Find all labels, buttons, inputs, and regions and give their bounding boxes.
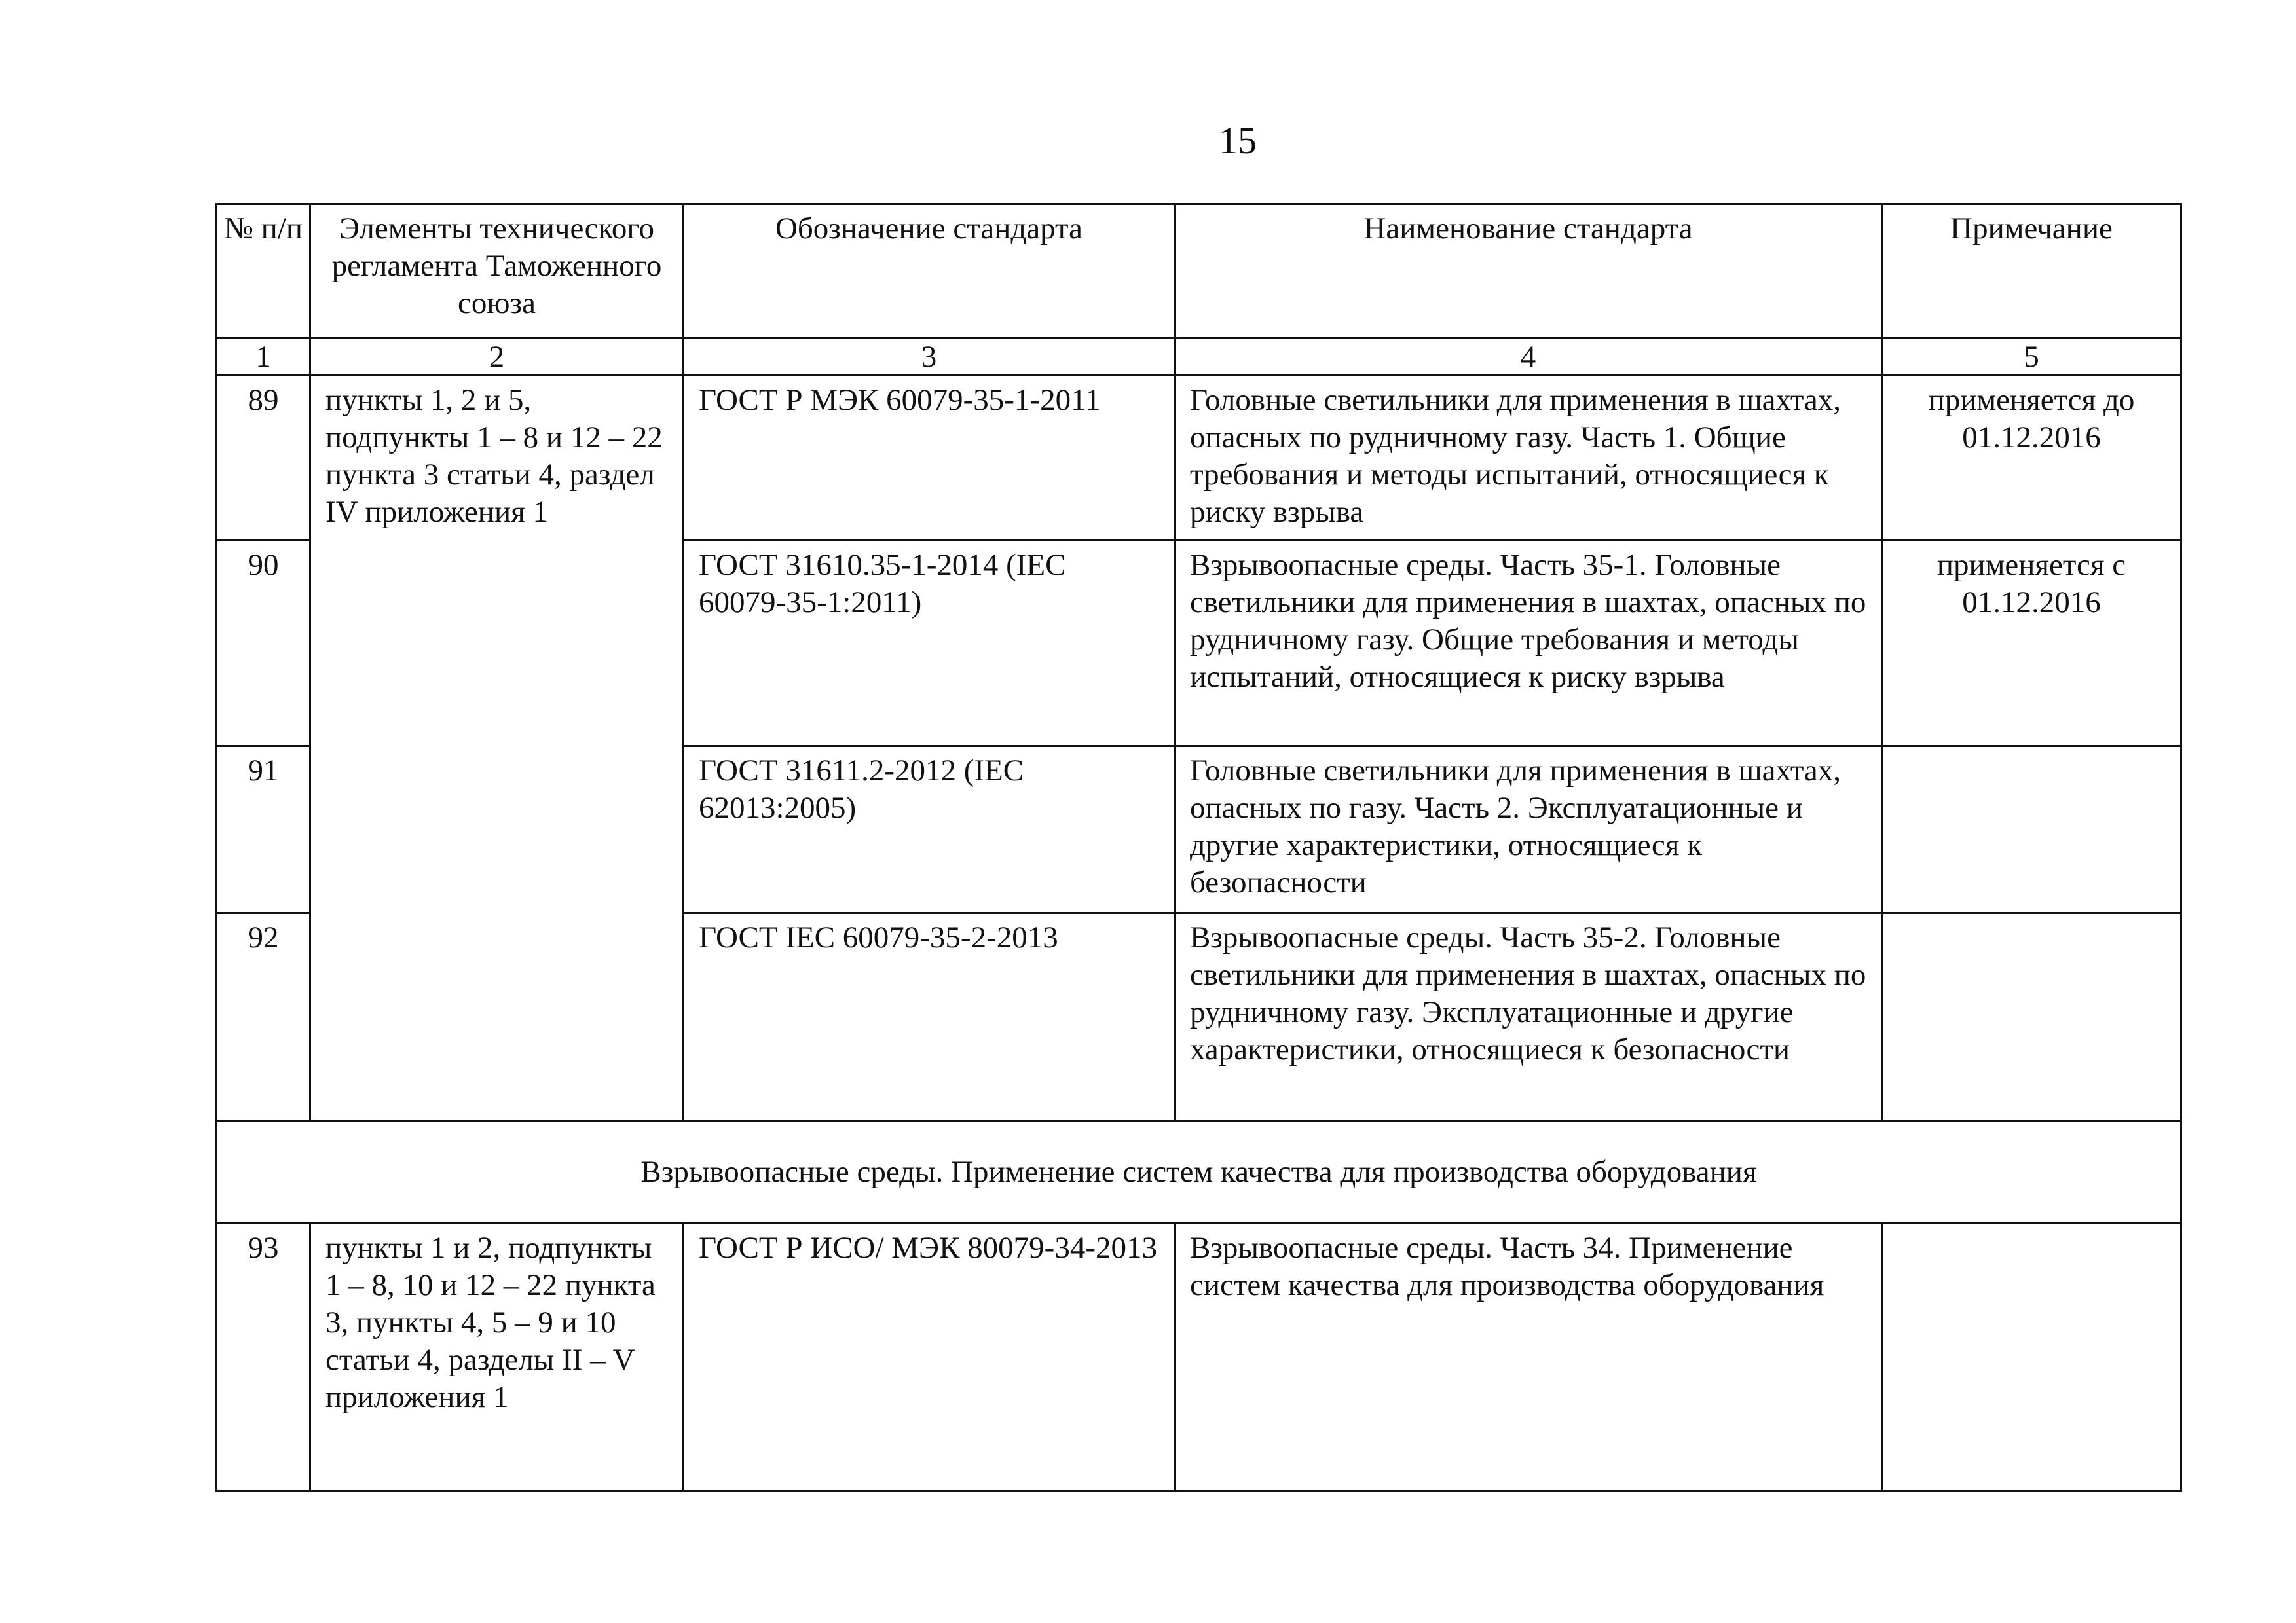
row-num: 90 [217,541,310,746]
row-name: Взрывоопасные среды. Часть 34. Применение систем качества для производства оборудования [1175,1224,1882,1491]
standards-table [215,203,2182,1492]
row-note [1882,913,2181,1121]
section-title: Взрывоопасные среды. Применение систем качества для производства оборудования [217,1121,2181,1224]
page-number: 15 [1219,119,1257,162]
column-index: 5 [1882,338,2181,376]
header-num: № п/п [217,204,310,338]
header-note: Примечание [1882,204,2181,338]
header-name: Наименование стандарта [1175,204,1882,338]
row-name: Головные светильники для применения в шахтах, опасных по рудничному газу. Часть 1. Общие требования и методы испытаний, относящиеся к риску взрыва [1175,376,1882,541]
row-note [1882,746,2181,913]
column-index: 2 [310,338,684,376]
row-note: применяется с 01.12.2016 [1882,541,2181,746]
header-elements: Элементы технического регламента Таможенного союза [310,204,684,338]
row-designation: ГОСТ IEC 60079-35-2-2013 [684,913,1175,1121]
row-designation: ГОСТ 31610.35-1-2014 (IEC 60079-35-1:2011) [684,541,1175,746]
row-num: 89 [217,376,310,541]
table-row [217,376,2181,541]
row-num: 91 [217,746,310,913]
row-num: 93 [217,1224,310,1491]
column-index: 1 [217,338,310,376]
header-row [217,204,2181,338]
row-designation: ГОСТ Р ИСО/ МЭК 80079-34-2013 [684,1224,1175,1491]
row-name: Головные светильники для применения в шахтах, опасных по газу. Часть 2. Эксплуатационные и другие характеристики, относящиеся к безопасности [1175,746,1882,913]
row-note: применяется до 01.12.2016 [1882,376,2181,541]
column-index-row [217,338,2181,376]
column-index: 4 [1175,338,1882,376]
column-index: 3 [684,338,1175,376]
row-name: Взрывоопасные среды. Часть 35-1. Головные светильники для применения в шахтах, опасных по рудничному газу. Общие требования и методы испытаний, относящиеся к риску взрыва [1175,541,1882,746]
row-num: 92 [217,913,310,1121]
row-designation: ГОСТ 31611.2-2012 (IEC 62013:2005) [684,746,1175,913]
row-elements: пункты 1 и 2, подпункты 1 – 8, 10 и 12 – 22 пункта 3, пункты 4, 5 – 9 и 10 статьи 4, разделы II – V приложения 1 [310,1224,684,1491]
header-designation: Обозначение стандарта [684,204,1175,338]
row-name: Взрывоопасные среды. Часть 35-2. Головные светильники для применения в шахтах, опасных по рудничному газу. Эксплуатационные и другие характеристики, относящиеся к безопасности [1175,913,1882,1121]
row-note [1882,1224,2181,1491]
section-row [217,1121,2181,1224]
row-designation: ГОСТ Р МЭК 60079-35-1-2011 [684,376,1175,541]
table-row [217,1224,2181,1491]
row-elements: пункты 1, 2 и 5, подпункты 1 – 8 и 12 – 22 пункта 3 статьи 4, раздел IV приложения 1 [310,376,684,1121]
